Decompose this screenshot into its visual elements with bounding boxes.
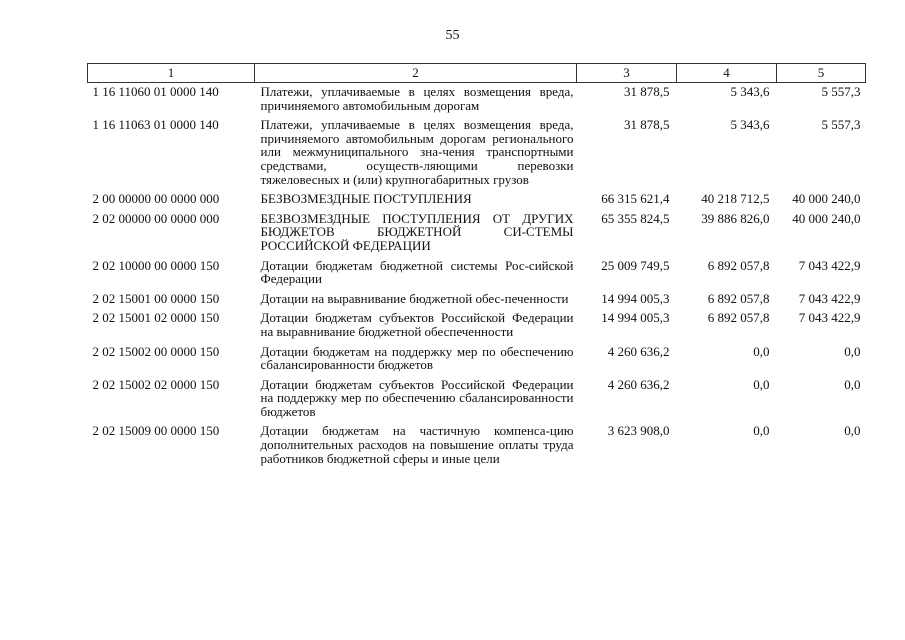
value-col3-cell: 14 994 005,3 [601,310,670,326]
item-name-cell: Дотации бюджетам бюджетной системы Рос-сийской Федерации [260,257,574,287]
item-name-cell: БЕЗВОЗМЕЗДНЫЕ ПОСТУПЛЕНИЯ ОТ ДРУГИХ БЮДЖЕТОВ БЮДЖЕТНОЙ СИ-СТЕМЫ РОССИЙСКОЙ ФЕДЕРАЦИИ [260,210,574,253]
table-row [88,190,866,210]
value-col3-cell: 31 878,5 [624,117,670,133]
item-name-cell: Дотации на выравнивание бюджетной обес-печенности [260,290,569,306]
table-row [88,376,866,423]
budget-code-cell: 2 02 15001 00 0000 150 [92,290,220,306]
value-col4-cell: 6 892 057,8 [707,310,770,326]
value-col3-cell: 65 355 824,5 [601,210,670,226]
item-name-cell: Дотации бюджетам на поддержку мер по обеспечению сбалансированности бюджетов [260,343,574,373]
table-row [88,309,866,342]
column-header-1: 1 [88,64,255,83]
value-col4-cell: 6 892 057,8 [707,257,770,273]
value-col4-cell: 39 886 826,0 [701,210,770,226]
budget-code-cell: 1 16 11063 01 0000 140 [92,117,219,133]
value-col4-cell: 0,0 [753,343,770,359]
value-col4-cell: 0,0 [753,376,770,392]
value-col5-cell: 7 043 422,9 [798,290,861,306]
page-number: 55 [445,28,460,43]
item-name-cell: Дотации бюджетам на частичную компенса-цию дополнительных расходов на повышение оплаты труда работников бюджетной сферы и иные цели [260,423,574,466]
value-col3-cell: 66 315 621,4 [601,191,670,207]
value-col5-cell: 5 557,3 [821,117,861,133]
table-row [88,210,866,257]
budget-code-cell: 2 02 15009 00 0000 150 [92,423,220,439]
column-header-2: 2 [255,64,577,83]
value-col4-cell: 0,0 [753,423,770,439]
budget-code-cell: 2 02 10000 00 0000 150 [92,257,220,273]
table-header [88,64,866,83]
budget-table [87,63,866,469]
budget-code-cell: 1 16 11060 01 0000 140 [92,84,219,99]
value-col3-cell: 4 260 636,2 [607,343,670,359]
value-col4-cell: 5 343,6 [730,84,770,99]
table-row [88,290,866,310]
column-header-5: 5 [777,64,866,83]
table-row [88,116,866,190]
value-col5-cell: 40 000 240,0 [792,210,861,226]
table-row [88,83,866,117]
header-row [88,64,866,83]
column-header-4: 4 [677,64,777,83]
value-col5-cell: 7 043 422,9 [798,257,861,273]
budget-code-cell: 2 02 15002 00 0000 150 [92,343,220,359]
value-col4-cell: 40 218 712,5 [701,191,770,207]
budget-code-cell: 2 00 00000 00 0000 000 [92,191,220,207]
value-col5-cell: 7 043 422,9 [798,310,861,326]
value-col5-cell: 0,0 [844,423,861,439]
item-name-cell: Дотации бюджетам субъектов Российской Федерации на поддержку мер по обеспечению сбалансированности бюджетов [260,376,574,419]
value-col3-cell: 31 878,5 [624,84,670,99]
column-header-3: 3 [577,64,677,83]
table-body [88,83,866,470]
value-col4-cell: 5 343,6 [730,117,770,133]
value-col5-cell: 0,0 [844,376,861,392]
budget-code-cell: 2 02 00000 00 0000 000 [92,210,220,226]
budget-code-cell: 2 02 15001 02 0000 150 [92,310,220,326]
value-col3-cell: 4 260 636,2 [607,376,670,392]
item-name-cell: БЕЗВОЗМЕЗДНЫЕ ПОСТУПЛЕНИЯ [260,191,472,207]
item-name-cell: Дотации бюджетам субъектов Российской Федерации на выравнивание бюджетной обеспеченности [260,310,574,339]
value-col3-cell: 3 623 908,0 [607,423,670,439]
value-col3-cell: 25 009 749,5 [601,257,670,273]
table-row [88,257,866,290]
value-col5-cell: 40 000 240,0 [792,191,861,207]
table-row [88,343,866,376]
table-row [88,422,866,469]
item-name-cell: Платежи, уплачиваемые в целях возмещения вреда, причиняемого автомобильным дорогам регионального или межмуниципального зна-чения транспортными средствами, осуществ-ляющими перевозки тяжеловесных и (или) крупногабаритных грузов [260,117,574,187]
value-col4-cell: 6 892 057,8 [707,290,770,306]
item-name-cell: Платежи, уплачиваемые в целях возмещения вреда, причиняемого автомобильным дорогам [260,84,574,113]
value-col3-cell: 14 994 005,3 [601,290,670,306]
value-col5-cell: 0,0 [844,343,861,359]
value-col5-cell: 5 557,3 [821,84,861,99]
budget-code-cell: 2 02 15002 02 0000 150 [92,376,220,392]
